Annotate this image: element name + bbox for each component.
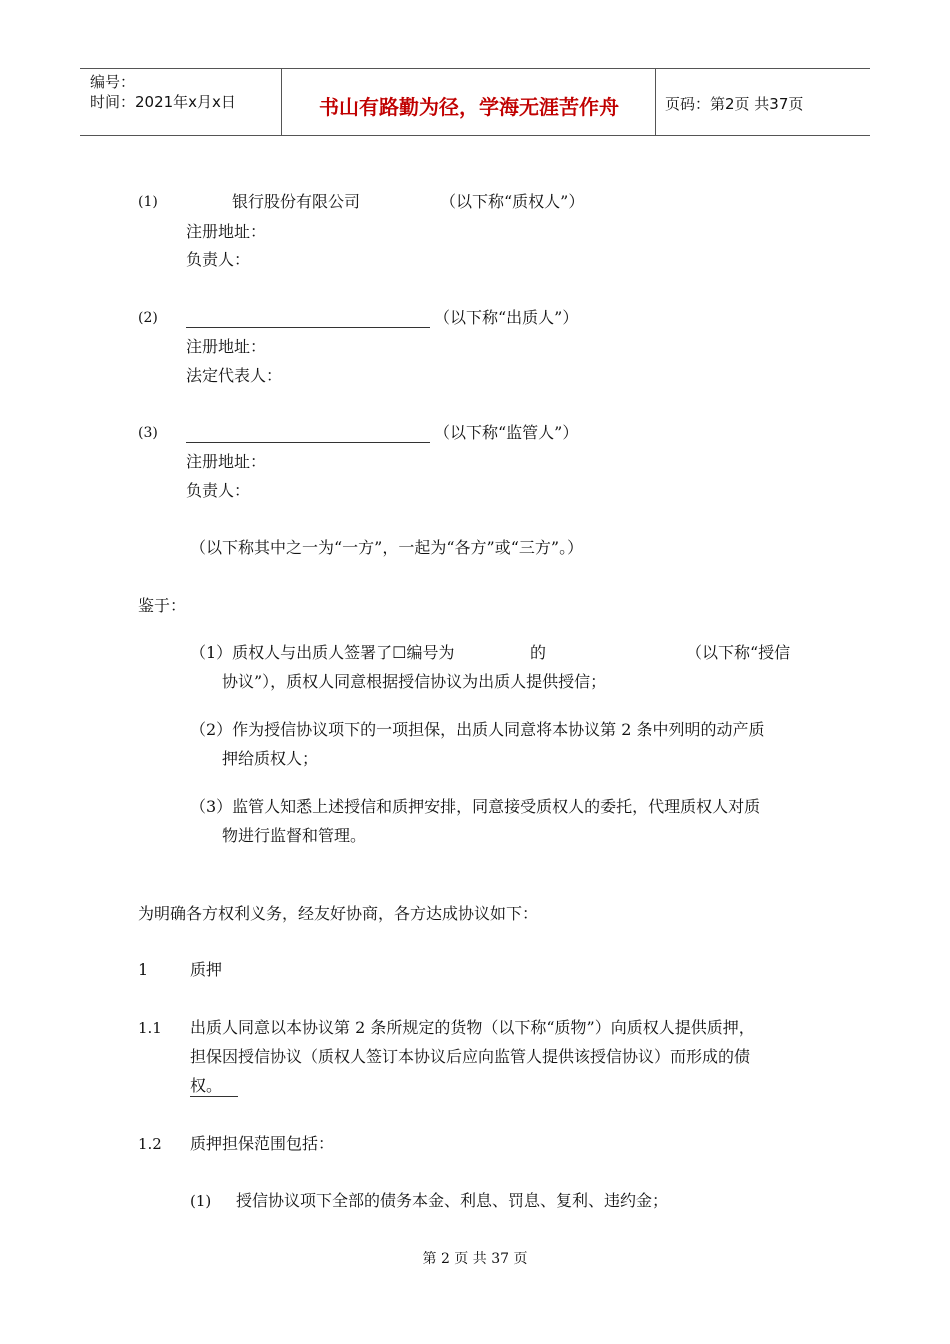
clause-number: 1.1 [138,1019,162,1037]
blank-line [186,426,430,443]
blank-line [186,311,430,328]
party-number: (2) [138,310,158,326]
clause-1-1: 出质人同意以本协议第 2 条所规定的货物（以下称“质物”）向质权人提供质押， [190,1018,755,1037]
party-name: 银行股份有限公司 [232,192,361,211]
agreement-intro: 为明确各方权利义务，经友好协商，各方达成协议如下： [138,904,539,923]
recital-1: （1）质权人与出质人签署了☐编号为 [190,643,455,662]
party-alias: （以下称“出质人”） [434,308,579,327]
party-number: (3) [138,425,158,441]
time-label: 时间：2021年x月x日 [90,93,236,111]
party-address: 注册地址： [186,337,267,356]
collective-definition: （以下称其中之一为“一方”，一起为“各方”或“三方”。） [190,538,584,557]
recital-3: （3）监管人知悉上述授信和质押安排，同意接受质权人的委托，代理质权人对质 [190,797,761,816]
whereas-title: 鉴于： [138,596,187,615]
party-alias: （以下称“监管人”） [434,423,579,442]
subclause-number: (1) [190,1192,212,1210]
recital-1-alias: （以下称“授信 [686,643,791,662]
party-representative: 负责人： [186,250,251,269]
subclause-1: 授信协议项下全部的债务本金、利息、罚息、复利、违约金； [236,1191,669,1210]
serial-label: 编号： [90,73,136,91]
header-page-label: 页码：第2页 共37页 [665,95,804,113]
header-motto: 书山有路勤为径，学海无涯苦作舟 [319,95,619,119]
page-footer: 第 2 页 共 37 页 [422,1251,528,1267]
recital-2: （2）作为授信协议项下的一项担保，出质人同意将本协议第 2 条中列明的动产质 [190,720,765,739]
clause-1-2: 质押担保范围包括： [190,1134,335,1153]
recital-3-cont: 物进行监督和管理。 [222,826,367,845]
recital-2-cont: 押给质权人； [222,749,319,768]
party-alias: （以下称“质权人”） [440,192,585,211]
clause-1-1-cont: 担保因授信协议（质权人签订本协议后应向监管人提供该授信协议）而形成的债 [190,1047,751,1066]
clause-number: 1.2 [138,1135,162,1153]
party-representative: 法定代表人： [186,366,283,385]
party-address: 注册地址： [186,452,267,471]
section-number: 1 [138,960,149,979]
party-number: (1) [138,194,158,210]
recital-1-of: 的 [530,643,547,662]
party-line [186,308,578,328]
recital-1-cont: 协议”），质权人同意根据授信协议为出质人提供授信； [222,672,607,691]
page-header [80,68,870,136]
party-representative: 负责人： [186,481,251,500]
party-line [186,423,578,443]
party-address: 注册地址： [186,222,267,241]
section-title: 质押 [190,960,223,979]
clause-1-1-end: 权。 [190,1076,238,1097]
